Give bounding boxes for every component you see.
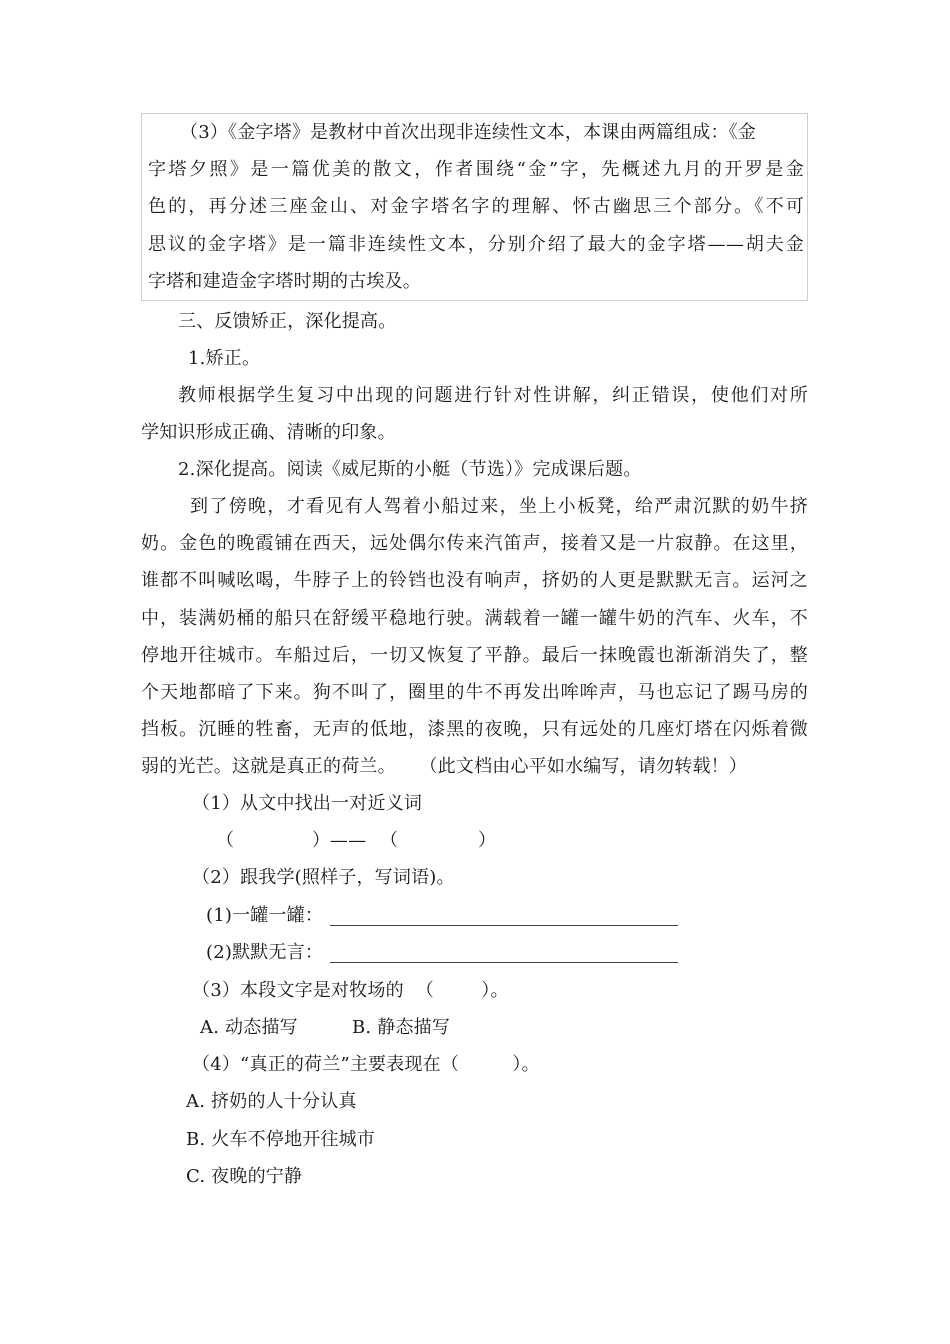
q4-option-a: A. 挤奶的人十分认真 <box>186 1091 357 1112</box>
item1-body-line-2: 学知识形成正确、清晰的印象。 <box>141 422 396 443</box>
question-4-prompt: （4）“真正的荷兰”主要表现在（ ）。 <box>192 1054 540 1075</box>
q2-sub1-label: (1)一罐一罐： <box>206 905 324 926</box>
passage-line-5: 停地开往城市。车船过后，一切又恢复了平静。最后一抹晚霞也渐渐消失了，整 <box>141 645 808 666</box>
question-3-prompt: （3）本段文字是对牧场的 （ ）。 <box>192 980 509 1001</box>
q3-option-a: A. 动态描写 <box>200 1017 298 1038</box>
q2-sub2-answer-line[interactable] <box>330 962 678 963</box>
item1-heading: 1.矫正。 <box>188 348 261 369</box>
q3-option-b: B. 静态描写 <box>352 1017 451 1038</box>
q1-left-paren-close: ） <box>312 830 331 851</box>
q1-left-paren-open: （ <box>216 830 235 851</box>
question-2-prompt: （2）跟我学(照样子，写词语)。 <box>192 867 455 888</box>
box-paragraph-line-4: 思议的金字塔》是一篇非连续性文本，分别介绍了最大的金字塔——胡夫金 <box>148 234 804 255</box>
passage-line-4: 中，装满奶桶的船只在舒缓平稳地行驶。满载着一罐一罐牛奶的汽车、火车，不 <box>141 608 808 629</box>
q2-sub2-label: (2)默默无言： <box>206 942 324 963</box>
box-paragraph-line-3: 色的，再分述三座金山、对金字塔名字的理解、怀古幽思三个部分。《不可 <box>148 196 804 217</box>
q4-option-b: B. 火车不停地开往城市 <box>186 1129 376 1150</box>
passage-line-6: 个天地都暗了下来。狗不叫了，圈里的牛不再发出哞哞声，马也忘记了踢马房的 <box>141 682 808 703</box>
q4-option-c: C. 夜晚的宁静 <box>186 1166 303 1187</box>
q1-right-paren-open: （ <box>380 830 399 851</box>
q1-right-paren-close: ） <box>478 830 497 851</box>
q2-sub1-answer-line[interactable] <box>330 925 678 926</box>
box-paragraph-line-1: （3）《金字塔》是教材中首次出现非连续性文本，本课由两篇组成：《金 <box>180 122 757 143</box>
item2-heading: 2.深化提高。阅读《威尼斯的小艇（节选）》完成课后题。 <box>178 459 642 480</box>
box-paragraph-line-2: 字塔夕照》是一篇优美的散文，作者围绕“金”字，先概述九月的开罗是金 <box>148 159 804 180</box>
passage-line-2: 奶。金色的晚霞铺在西天，远处偶尔传来汽笛声，接着又是一片寂静。在这里， <box>141 533 808 554</box>
passage-line-7: 挡板。沉睡的牲畜，无声的低地，漆黑的夜晚，只有远处的几座灯塔在闪烁着微 <box>141 719 808 740</box>
q1-dash: —— <box>330 830 367 851</box>
passage-line-8: 弱的光芒。这就是真正的荷兰。 （此文档由心平如水编写，请勿转载！） <box>141 756 748 777</box>
item1-body-line-1: 教师根据学生复习中出现的问题进行针对性讲解，纠正错误，使他们对所 <box>178 385 808 406</box>
passage-line-3: 谁都不叫喊吆喝，牛脖子上的铃铛也没有响声，挤奶的人更是默默无言。运河之 <box>141 570 808 591</box>
section-heading: 三、反馈矫正，深化提高。 <box>178 311 397 332</box>
question-1-prompt: （1）从文中找出一对近义词 <box>192 793 423 814</box>
box-paragraph-line-5: 字塔和建造金字塔时期的古埃及。 <box>148 271 421 292</box>
passage-line-1: 到了傍晚，才看见有人驾着小船过来，坐上小板凳，给严肃沉默的奶牛挤 <box>190 496 808 517</box>
